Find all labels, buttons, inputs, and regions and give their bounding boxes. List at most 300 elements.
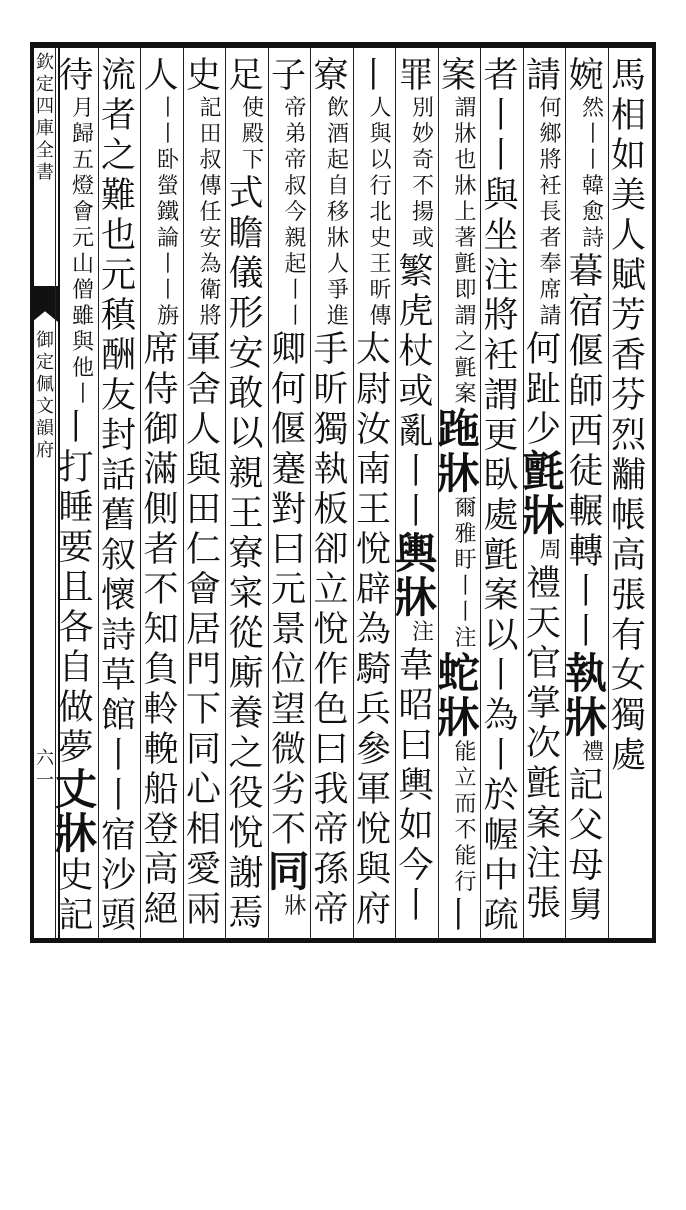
text-char: 門: [185, 650, 221, 690]
running-head-char: 庫: [36, 118, 54, 139]
text-char: 懷: [100, 576, 136, 616]
text-char: 親: [284, 226, 307, 251]
text-char: 奇: [411, 148, 434, 173]
text-char: 帳: [610, 496, 646, 536]
text-char: 元: [100, 256, 136, 296]
text-char: 也: [100, 216, 136, 256]
text-column: [54, 56, 98, 936]
text-char: 丨: [398, 492, 434, 532]
text-char: 進: [326, 304, 349, 329]
text-char: 輓: [143, 730, 179, 770]
text-char: 趾: [525, 370, 561, 410]
text-char: 衛: [199, 278, 222, 303]
text-char: 與: [369, 122, 392, 147]
text-char: 傳: [369, 304, 392, 329]
text-char: 起: [284, 252, 307, 277]
book-title-char: 府: [36, 440, 54, 461]
text-char: 衽: [539, 174, 562, 199]
text-char: 詩: [581, 226, 604, 251]
text-char: 亂: [398, 412, 434, 452]
text-char: 為: [355, 610, 391, 650]
text-column: [352, 56, 396, 936]
text-char: 記: [199, 96, 222, 121]
text-char: 田: [185, 490, 221, 530]
text-char: 能: [454, 844, 477, 869]
text-char: 如: [398, 806, 434, 846]
text-char: 旃: [156, 304, 179, 329]
text-char: 我: [313, 770, 349, 810]
text-char: 汝: [355, 410, 391, 450]
text-column: [182, 56, 226, 936]
text-char: 論: [156, 226, 179, 251]
text-char: 上: [454, 200, 477, 225]
text-char: 下: [185, 690, 221, 730]
text-char: 自: [58, 648, 94, 688]
text-column: [224, 56, 268, 936]
text-char: 傳: [199, 174, 222, 199]
text-char: 王: [355, 490, 391, 530]
text-char: 任: [199, 200, 222, 225]
text-char: 歸: [71, 122, 94, 147]
text-char: 丨: [483, 736, 519, 776]
text-char: 曰: [398, 726, 434, 766]
text-char: 何: [525, 330, 561, 370]
heading-char: 牀: [437, 449, 480, 498]
text-char: 館: [100, 696, 136, 736]
text-char: 與: [185, 450, 221, 490]
text-char: 何: [270, 370, 306, 410]
heading-char: 執: [564, 649, 607, 698]
text-char: 牀: [454, 174, 477, 199]
text-char: 馬: [610, 56, 646, 96]
bottom-border: [30, 938, 656, 943]
text-char: 氈: [483, 536, 519, 576]
text-char: 少: [525, 410, 561, 450]
running-head-char: 書: [36, 162, 54, 183]
text-char: 安: [228, 334, 264, 374]
text-char: 難: [100, 176, 136, 216]
text-char: 即: [454, 278, 477, 303]
text-char: 軍: [355, 770, 391, 810]
text-char: 氈: [525, 764, 561, 804]
heading-char: 蛇: [437, 649, 480, 698]
text-column: [394, 56, 438, 936]
text-char: 徒: [568, 452, 604, 492]
text-char: 式: [228, 174, 264, 214]
text-char: 尉: [355, 370, 391, 410]
text-char: 獨: [313, 410, 349, 450]
text-char: 帝: [284, 148, 307, 173]
text-char: 疏: [483, 896, 519, 936]
text-char: 愛: [185, 850, 221, 890]
text-char: 寮: [228, 534, 264, 574]
text-char: 父: [568, 806, 604, 846]
text-char: 謂: [454, 304, 477, 329]
running-head-char: 定: [36, 74, 54, 95]
text-char: 記: [58, 896, 94, 936]
text-char: 心: [185, 770, 221, 810]
heading-char: 牀: [284, 894, 307, 919]
text-char: 者: [143, 530, 179, 570]
text-char: 色: [313, 690, 349, 730]
text-char: 謂: [483, 376, 519, 416]
text-char: 昕: [313, 370, 349, 410]
text-char: 話: [100, 456, 136, 496]
text-char: 曰: [313, 730, 349, 770]
text-char: 飲: [326, 96, 349, 121]
text-char: 不: [143, 570, 179, 610]
text-char: 處: [610, 736, 646, 776]
text-char: 記: [568, 766, 604, 806]
text-char: 瞻: [228, 214, 264, 254]
text-char: 暮: [568, 252, 604, 292]
text-char: 侍: [143, 370, 179, 410]
text-char: 頭: [100, 896, 136, 936]
text-char: 而: [454, 792, 477, 817]
text-char: 人: [369, 96, 392, 121]
heading-char: 牀: [522, 491, 565, 540]
text-char: 悅: [228, 814, 264, 854]
heading-char: 𧿶: [437, 405, 480, 454]
text-char: 起: [326, 148, 349, 173]
text-char: 廝: [228, 654, 264, 694]
heading-char: 牀: [394, 573, 437, 622]
text-char: 次: [525, 724, 561, 764]
text-column: [139, 56, 183, 936]
text-char: 殿: [241, 122, 264, 147]
text-char: 形: [228, 294, 264, 334]
text-char: 謝: [228, 854, 264, 894]
text-char: 參: [355, 730, 391, 770]
text-char: 弟: [284, 122, 307, 147]
text-char: 負: [143, 650, 179, 690]
text-char: 五: [71, 148, 94, 173]
book-title-char: 佩: [36, 374, 54, 395]
text-column: [607, 56, 651, 936]
text-char: 掌: [525, 684, 561, 724]
text-char: 注: [525, 844, 561, 884]
text-char: 史: [185, 56, 221, 96]
text-char: 注: [454, 626, 477, 651]
text-char: 丨: [100, 736, 136, 776]
text-char: 張: [525, 884, 561, 924]
text-char: 丨: [483, 136, 519, 176]
text-char: 張: [610, 576, 646, 616]
text-char: 丨: [284, 304, 307, 329]
text-char: 微: [270, 730, 306, 770]
text-char: 丨: [398, 886, 434, 926]
text-char: 府: [355, 890, 391, 930]
text-char: 氈: [454, 356, 477, 381]
text-char: 請: [525, 56, 561, 96]
text-char: 丨: [483, 656, 519, 696]
text-char: 香: [610, 336, 646, 376]
text-char: 史: [58, 856, 94, 896]
text-char: 親: [228, 454, 264, 494]
text-char: 何: [539, 96, 562, 121]
book-title-char: 御: [36, 330, 54, 351]
text-char: 之: [454, 330, 477, 355]
text-char: 昕: [369, 278, 392, 303]
text-column: [522, 56, 566, 936]
text-char: 田: [199, 122, 222, 147]
text-char: 之: [228, 734, 264, 774]
text-char: 劣: [270, 770, 306, 810]
text-char: 孫: [313, 850, 349, 890]
text-char: 居: [185, 610, 221, 650]
text-char: 案: [483, 576, 519, 616]
text-char: 鄉: [539, 122, 562, 147]
text-char: 爭: [326, 278, 349, 303]
text-char: 高: [610, 536, 646, 576]
text-char: 丨: [284, 278, 307, 303]
text-char: 丨: [156, 252, 179, 277]
text-char: 幄: [483, 816, 519, 856]
text-char: 人: [610, 216, 646, 256]
text-char: 今: [398, 846, 434, 886]
text-char: 以: [228, 414, 264, 454]
text-char: 不: [454, 818, 477, 843]
text-char: 舍: [185, 370, 221, 410]
text-char: 丨: [568, 572, 604, 612]
text-char: 同: [185, 730, 221, 770]
text-char: 登: [143, 810, 179, 850]
text-char: 丨: [483, 96, 519, 136]
text-char: 者: [100, 96, 136, 136]
running-head-char: 全: [36, 140, 54, 161]
text-char: 自: [326, 174, 349, 199]
text-char: 禮: [581, 740, 604, 765]
text-char: 者: [539, 226, 562, 251]
text-char: 丨: [156, 96, 179, 121]
text-char: 悅: [313, 610, 349, 650]
text-char: 能: [454, 740, 477, 765]
text-char: 為: [483, 696, 519, 736]
text-char: 側: [143, 490, 179, 530]
text-char: 從: [228, 614, 264, 654]
text-char: 杖: [398, 332, 434, 372]
text-char: 案: [440, 56, 476, 96]
text-char: 王: [228, 494, 264, 534]
text-char: 案: [454, 382, 477, 407]
text-char: 丨: [100, 776, 136, 816]
text-char: 請: [539, 304, 562, 329]
text-char: 且: [58, 568, 94, 608]
text-char: 南: [355, 450, 391, 490]
text-char: 偃: [270, 410, 306, 450]
text-char: 不: [270, 810, 306, 850]
text-char: 月: [71, 96, 94, 121]
text-char: 處: [483, 496, 519, 536]
text-column: [564, 56, 608, 936]
text-char: 衽: [483, 336, 519, 376]
text-char: 牀: [454, 122, 477, 147]
text-char: 芳: [610, 296, 646, 336]
text-char: 以: [369, 148, 392, 173]
text-char: 雅: [454, 522, 477, 547]
text-char: 丨: [71, 382, 94, 407]
book-title-char: 韻: [36, 418, 54, 439]
text-char: 周: [539, 538, 562, 563]
heading-char: 丈: [54, 765, 97, 814]
text-char: 卻: [313, 530, 349, 570]
top-border: [30, 42, 656, 48]
text-char: 席: [539, 278, 562, 303]
running-head-char: 四: [36, 96, 54, 117]
text-char: 丨: [58, 408, 94, 448]
text-char: 以: [483, 616, 519, 656]
page-number: 六一: [36, 748, 54, 791]
text-char: 燈: [71, 174, 94, 199]
text-char: 美: [610, 176, 646, 216]
text-char: 兵: [355, 690, 391, 730]
text-char: 丨: [581, 148, 604, 173]
text-char: 長: [539, 200, 562, 225]
text-char: 使: [241, 96, 264, 121]
text-column: [267, 56, 311, 936]
text-char: 草: [100, 656, 136, 696]
text-char: 揚: [411, 200, 434, 225]
text-char: 立: [454, 766, 477, 791]
text-char: 做: [58, 688, 94, 728]
text-char: 獨: [610, 696, 646, 736]
text-char: 對: [270, 490, 306, 530]
text-char: 仁: [185, 530, 221, 570]
text-char: 官: [525, 644, 561, 684]
text-char: 舅: [568, 886, 604, 926]
text-char: 黼: [610, 456, 646, 496]
text-char: 之: [100, 136, 136, 176]
text-char: 天: [525, 604, 561, 644]
text-char: 將: [199, 304, 222, 329]
text-char: 螢: [156, 174, 179, 199]
text-char: 安: [199, 226, 222, 251]
text-char: 高: [143, 850, 179, 890]
text-char: 辟: [355, 570, 391, 610]
text-char: 望: [270, 690, 306, 730]
text-char: 養: [228, 694, 264, 734]
text-char: 封: [100, 416, 136, 456]
text-char: 人: [185, 410, 221, 450]
text-char: 為: [199, 252, 222, 277]
text-char: 移: [326, 200, 349, 225]
text-char: 爾: [454, 496, 477, 521]
text-char: 然: [581, 96, 604, 121]
text-char: 悅: [355, 810, 391, 850]
heading-char: 牀: [564, 693, 607, 742]
text-char: 元: [270, 570, 306, 610]
text-char: 舊: [100, 496, 136, 536]
book-title-char: 定: [36, 352, 54, 373]
text-column: [309, 56, 353, 936]
text-char: 待: [58, 56, 94, 96]
text-char: 謂: [454, 96, 477, 121]
text-char: 手: [313, 330, 349, 370]
text-char: 丨: [568, 612, 604, 652]
text-char: 今: [284, 200, 307, 225]
text-char: 輾: [568, 492, 604, 532]
text-char: 北: [369, 200, 392, 225]
text-char: 西: [568, 412, 604, 452]
text-char: 帝: [313, 890, 349, 930]
text-char: 將: [539, 148, 562, 173]
text-char: 繁: [398, 252, 434, 292]
text-char: 丨: [355, 56, 391, 96]
text-char: 虎: [398, 292, 434, 332]
text-char: 師: [568, 372, 604, 412]
text-char: 他: [71, 356, 94, 381]
text-char: 行: [369, 174, 392, 199]
text-char: 打: [58, 448, 94, 488]
text-char: 下: [241, 148, 264, 173]
text-char: 帝: [284, 96, 307, 121]
text-char: 夢: [58, 728, 94, 768]
text-char: 儀: [228, 254, 264, 294]
text-char: 坐: [483, 216, 519, 256]
text-char: 滿: [143, 450, 179, 490]
text-char: 山: [71, 252, 94, 277]
text-char: 韓: [581, 174, 604, 199]
text-column: [97, 56, 141, 936]
text-char: 曰: [270, 530, 306, 570]
text-char: 注: [411, 620, 434, 645]
text-char: 丨: [398, 452, 434, 492]
text-char: 會: [71, 200, 94, 225]
text-char: 流: [100, 56, 136, 96]
text-char: 奉: [539, 252, 562, 277]
text-char: 鐵: [156, 200, 179, 225]
text-char: 睡: [58, 488, 94, 528]
text-char: 丨: [156, 278, 179, 303]
text-char: 氈: [454, 252, 477, 277]
text-char: 臥: [483, 456, 519, 496]
text-char: 婉: [568, 56, 604, 96]
text-char: 稹: [100, 296, 136, 336]
text-char: 或: [398, 372, 434, 412]
text-char: 芬: [610, 376, 646, 416]
text-char: 執: [313, 450, 349, 490]
text-char: 與: [355, 850, 391, 890]
text-char: 昭: [398, 686, 434, 726]
text-char: 友: [100, 376, 136, 416]
text-char: 丨: [454, 600, 477, 625]
text-column: [479, 56, 523, 936]
text-char: 僧: [71, 278, 94, 303]
text-char: 相: [610, 96, 646, 136]
text-char: 著: [454, 226, 477, 251]
text-char: 禮: [525, 564, 561, 604]
right-border: [652, 42, 656, 942]
heading-char: 同: [267, 847, 310, 896]
text-char: 絕: [143, 890, 179, 930]
text-char: 愈: [581, 200, 604, 225]
text-char: 也: [454, 148, 477, 173]
text-char: 叔: [284, 174, 307, 199]
text-char: 詩: [100, 616, 136, 656]
text-char: 會: [185, 570, 221, 610]
text-char: 盱: [454, 548, 477, 573]
text-char: 別: [411, 96, 434, 121]
text-char: 蹇: [270, 450, 306, 490]
text-char: 人: [143, 56, 179, 96]
text-char: 沙: [100, 856, 136, 896]
text-column: [437, 56, 481, 936]
text-char: 母: [568, 846, 604, 886]
text-char: 輿: [398, 766, 434, 806]
text-char: 者: [483, 56, 519, 96]
text-char: 轉: [568, 532, 604, 572]
text-char: 烈: [610, 416, 646, 456]
